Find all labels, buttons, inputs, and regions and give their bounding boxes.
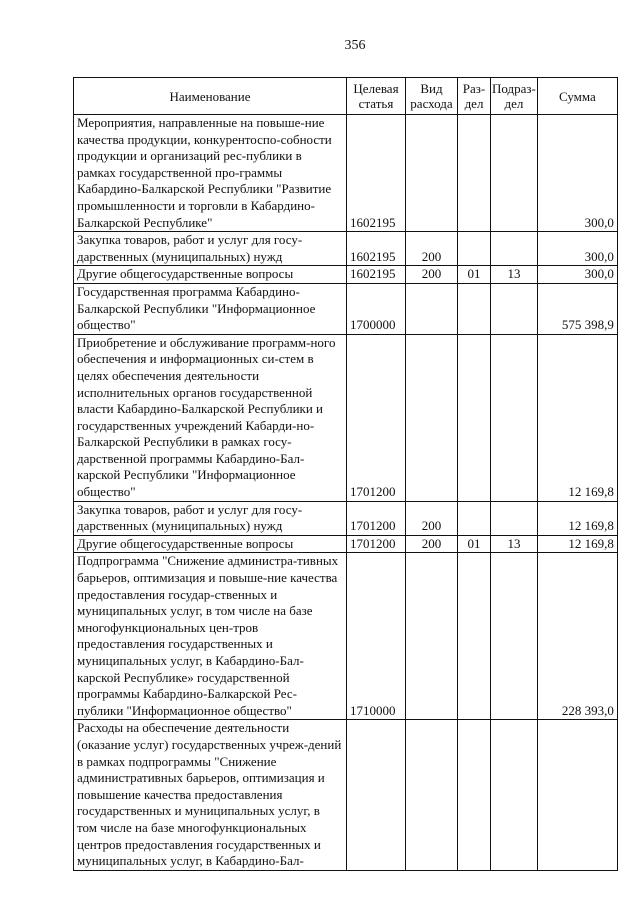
row-expense-type: 200 (406, 266, 458, 284)
row-section (458, 115, 491, 232)
row-section (458, 501, 491, 535)
header-sum: Сумма (537, 78, 617, 115)
row-expense-type (406, 553, 458, 720)
row-section (458, 334, 491, 501)
row-target-article: 1602195 (347, 232, 406, 266)
row-name: Мероприятия, направленные на повыше-ние качества продукции, конкурентоспо-собности продукции и организаций рес-публики в рамках государственной про-граммы Кабардино-Балкарской Республики "Развитие промышленности и торговли в Кабардино-Балкарской Республике" (74, 115, 347, 232)
table-row (74, 266, 618, 284)
table-row (74, 334, 618, 501)
row-name: Подпрограмма "Снижение администра-тивных барьеров, оптимизация и повыше-ние качества предоставления государ-ственных и муниципальных услуг, в том числе на базе многофункциональных цен-тров предоставления государственных и муниципальных услуг, в Кабардино-Бал-карской Республике» государственной программы Кабардино-Балкарской Рес-публики "Информационное общество" (74, 553, 347, 720)
row-section (458, 553, 491, 720)
table-header-row (74, 78, 618, 115)
row-name: Закупка товаров, работ и услуг для госу-дарственных (муниципальных) нужд (74, 232, 347, 266)
row-sum: 575 398,9 (537, 283, 617, 334)
row-section: 01 (458, 266, 491, 284)
row-subsection (491, 501, 538, 535)
header-subsection: Подраз-дел (491, 78, 538, 115)
table-row (74, 115, 618, 232)
row-subsection (491, 334, 538, 501)
row-subsection (491, 720, 538, 870)
row-name: Приобретение и обслуживание программ-ного обеспечения и информационных си-стем в целях обеспечения деятельности исполнительных органов государственной власти Кабардино-Балкарской Республики и государственных учреждений Кабарди-но-Балкарской Республики в рамках госу-дарственной программы Кабардино-Бал-карской Республики "Информационное общество" (74, 334, 347, 501)
table-row (74, 501, 618, 535)
row-target-article: 1700000 (347, 283, 406, 334)
row-sum: 12 169,8 (537, 535, 617, 553)
row-expense-type (406, 720, 458, 870)
row-subsection (491, 232, 538, 266)
row-subsection: 13 (491, 266, 538, 284)
header-expense-type: Вид расхода (406, 78, 458, 115)
page-number: 356 (344, 38, 366, 53)
row-name: Другие общегосударственные вопросы (74, 535, 347, 553)
table-row (74, 553, 618, 720)
table-row (74, 283, 618, 334)
row-name: Расходы на обеспечение деятельности (оказание услуг) государственных учреж-дений в рамках подпрограммы "Снижение административных барьеров, оптимизация и повышение качества предоставления государственных и муниципальных услуг, в том числе на базе многофункциональных центров предоставления государственных и муниципальных услуг, в Кабардино-Бал- (74, 720, 347, 870)
row-sum: 228 393,0 (537, 553, 617, 720)
row-subsection (491, 553, 538, 720)
row-section: 01 (458, 535, 491, 553)
row-subsection (491, 283, 538, 334)
row-target-article: 1701200 (347, 334, 406, 501)
row-section (458, 232, 491, 266)
row-sum: 12 169,8 (537, 501, 617, 535)
row-sum (537, 720, 617, 870)
row-section (458, 283, 491, 334)
row-name: Государственная программа Кабардино-Балкарской Республики "Информационное общество" (74, 283, 347, 334)
row-expense-type: 200 (406, 501, 458, 535)
row-target-article: 1602195 (347, 115, 406, 232)
table-row (74, 535, 618, 553)
row-expense-type: 200 (406, 535, 458, 553)
header-name: Наименование (74, 78, 347, 115)
row-target-article: 1710000 (347, 553, 406, 720)
row-name: Другие общегосударственные вопросы (74, 266, 347, 284)
row-expense-type: 200 (406, 232, 458, 266)
row-target-article: 1602195 (347, 266, 406, 284)
row-expense-type (406, 334, 458, 501)
table-row (74, 232, 618, 266)
header-section: Раз-дел (458, 78, 491, 115)
row-section (458, 720, 491, 870)
row-name: Закупка товаров, работ и услуг для госу-дарственных (муниципальных) нужд (74, 501, 347, 535)
row-sum: 12 169,8 (537, 334, 617, 501)
row-sum: 300,0 (537, 115, 617, 232)
row-sum: 300,0 (537, 266, 617, 284)
row-subsection: 13 (491, 535, 538, 553)
row-subsection (491, 115, 538, 232)
row-expense-type (406, 283, 458, 334)
row-target-article: 1701200 (347, 501, 406, 535)
row-target-article (347, 720, 406, 870)
table-row (74, 720, 618, 870)
row-target-article: 1701200 (347, 535, 406, 553)
row-sum: 300,0 (537, 232, 617, 266)
row-expense-type (406, 115, 458, 232)
header-target-article: Целевая статья (347, 78, 406, 115)
budget-table (73, 77, 618, 871)
